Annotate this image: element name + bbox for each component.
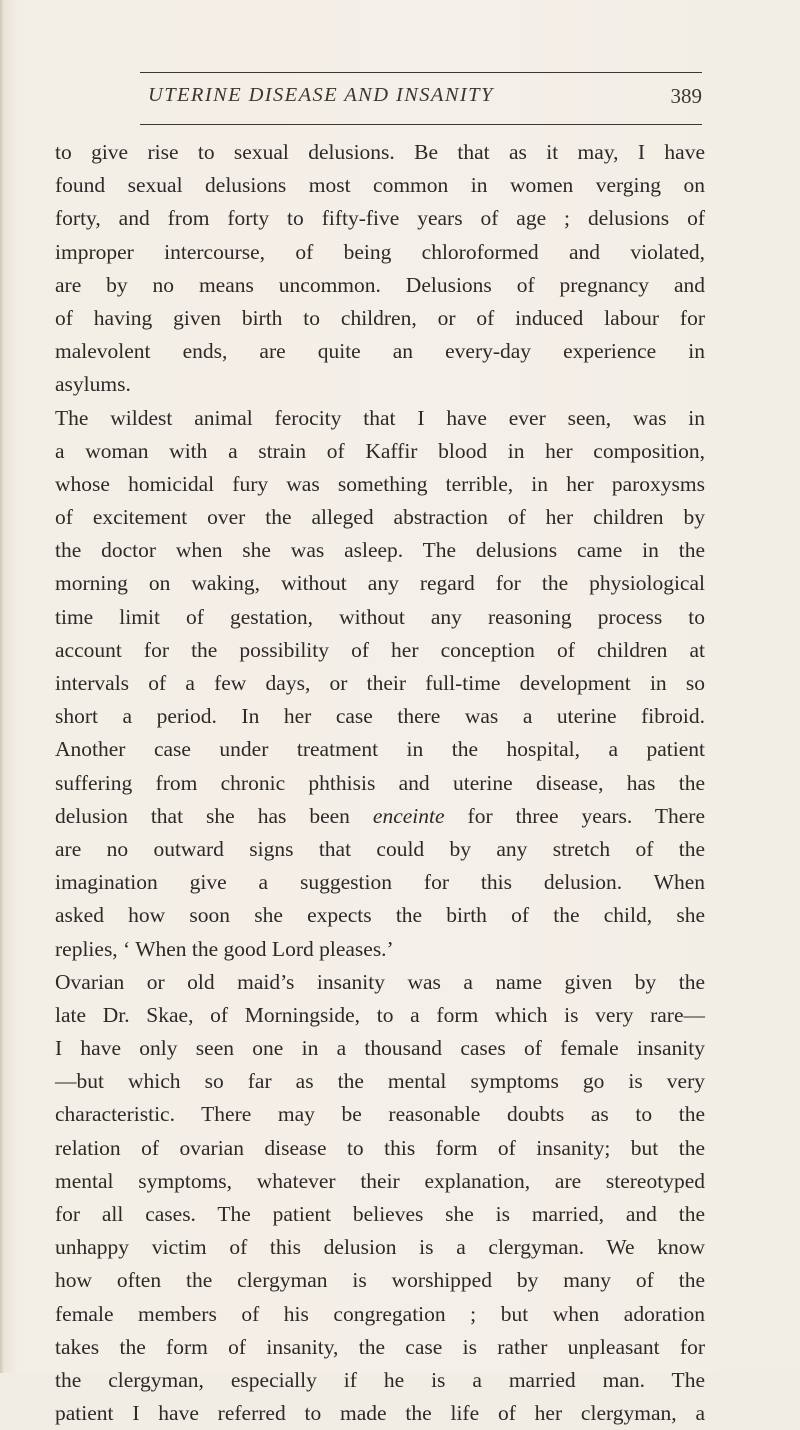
text-line: unhappy victim of this delusion is a clergyman. We know <box>55 1235 705 1260</box>
text-line: asked how soon she expects the birth of the child, she <box>55 903 705 928</box>
text-line: the clergyman, especially if he is a married man. The <box>55 1367 705 1392</box>
text-segment: delusion that she has been <box>55 803 373 828</box>
text-line: are no outward signs that could by any stretch of the <box>55 836 705 861</box>
running-head <box>148 84 702 116</box>
text-segment: for three years. There <box>444 803 705 828</box>
text-line: short a period. In her case there was a uterine fibroid. <box>55 704 705 729</box>
header-rule-top <box>140 72 702 73</box>
text-line: replies, ‘ When the good Lord pleases.’ <box>55 936 394 961</box>
page-number: 389 <box>670 84 702 108</box>
binding-edge <box>0 0 4 1373</box>
text-line: to give rise to sexual delusions. Be that as it may, I have <box>55 140 705 164</box>
text-line: a woman with a strain of Kaffir blood in her composition, <box>55 438 705 463</box>
body-text <box>55 136 705 1430</box>
text-line: the doctor when she was asleep. The delusions came in the <box>55 538 705 563</box>
text-line: patient I have referred to made the life of her clergyman, a <box>55 1401 705 1426</box>
text-line: improper intercourse, of being chloroformed and violated, <box>55 239 705 264</box>
text-line: relation of ovarian disease to this form of insanity; but the <box>55 1135 705 1160</box>
text-line: female members of his congregation ; but when adoration <box>55 1301 705 1326</box>
text-line: Another case under treatment in the hospital, a patient <box>55 737 705 762</box>
text-line: takes the form of insanity, the case is rather unpleasant for <box>55 1334 705 1359</box>
text-line: found sexual delusions most common in women verging on <box>55 173 705 198</box>
text-line: asylums. <box>55 372 131 397</box>
text-line: morning on waking, without any regard for the physiological <box>55 571 705 596</box>
text-line: —but which so far as the mental symptoms go is very <box>55 1069 705 1094</box>
text-line: imagination give a suggestion for this delusion. When <box>55 870 705 895</box>
text-line: how often the clergyman is worshipped by many of the <box>55 1268 705 1293</box>
text-line: are by no means uncommon. Delusions of pregnancy and <box>55 272 705 297</box>
text-line: account for the possibility of her conception of children at <box>55 637 705 662</box>
text-line: I have only seen one in a thousand cases of female insanity <box>55 1036 705 1061</box>
text-line: whose homicidal fury was something terrible, in her paroxysms <box>55 471 705 496</box>
italic-term: enceinte <box>372 803 445 828</box>
text-line: suffering from chronic phthisis and uterine disease, has the <box>55 770 705 795</box>
text-line: late Dr. Skae, of Morningside, to a form which is very rare— <box>55 1002 705 1027</box>
text-line: The wildest animal ferocity that I have ever seen, was in <box>55 405 705 430</box>
header-rule-bottom <box>140 124 702 125</box>
text-line: of having given birth to children, or of induced labour for <box>55 305 705 330</box>
text-line: intervals of a few days, or their full-time development in so <box>55 671 705 695</box>
text-line: of excitement over the alleged abstraction of her children by <box>55 505 705 530</box>
text-line: characteristic. There may be reasonable doubts as to the <box>55 1102 705 1127</box>
text-line <box>55 800 705 833</box>
text-line: time limit of gestation, without any reasoning process to <box>55 604 705 629</box>
text-line: Ovarian or old maid’s insanity was a name given by the <box>55 969 705 994</box>
text-line: forty, and from forty to fifty-five years of age ; delusions of <box>55 206 705 231</box>
text-line: mental symptoms, whatever their explanation, are stereotyped <box>55 1168 705 1193</box>
text-line: for all cases. The patient believes she is married, and the <box>55 1202 705 1226</box>
running-title: UTERINE DISEASE AND INSANITY <box>148 84 494 106</box>
text-line: malevolent ends, are quite an every-day experience in <box>55 339 705 364</box>
